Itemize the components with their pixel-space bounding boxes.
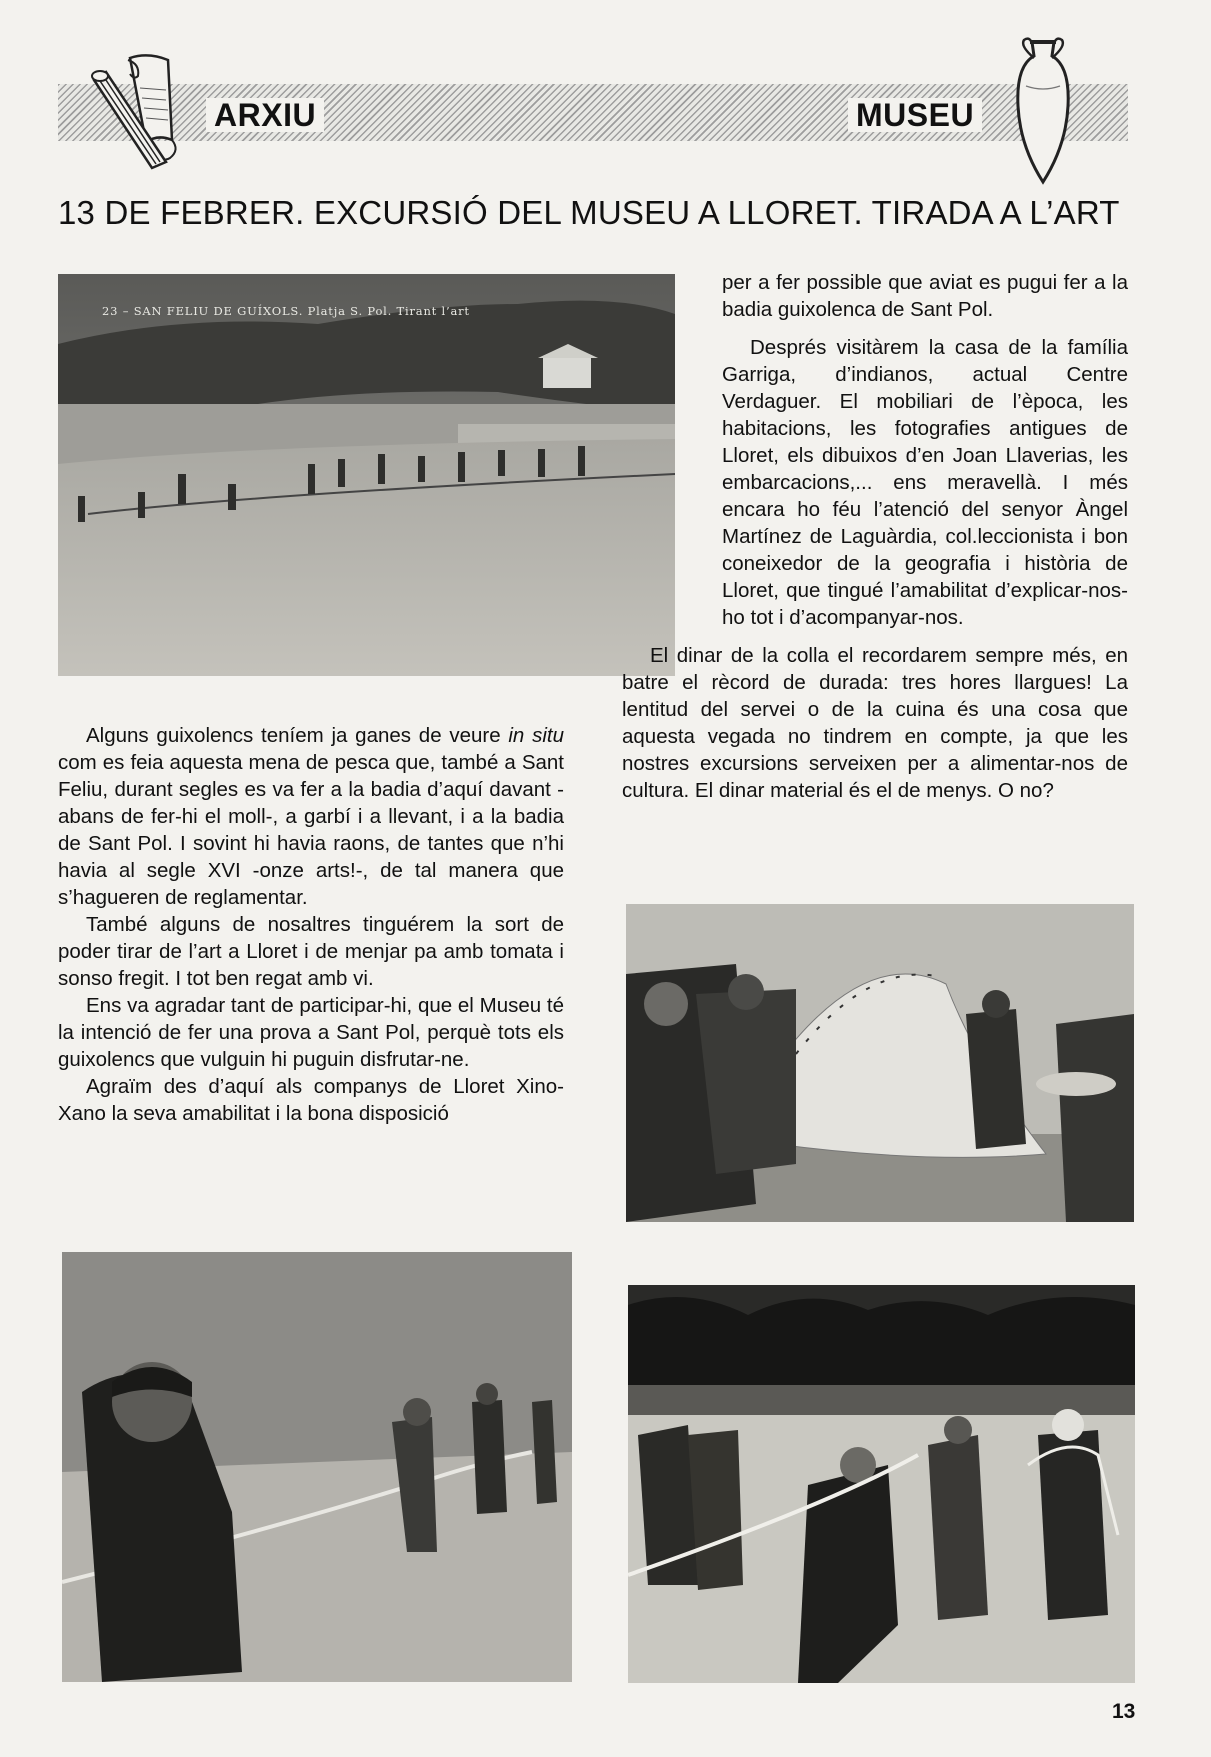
paragraph [58, 722, 564, 911]
historical-beach-photo [58, 274, 675, 676]
paragraph: Ens va agradar tant de participar-hi, que el Museu té la intenció de fer una prova a Sant Pol, perquè tots els guixolencs que vulguin hi puguin disfrutar-ne. [58, 994, 564, 1071]
crowd-palms-photo [628, 1285, 1135, 1683]
paragraph: Agraïm des d’aquí als companys de Lloret Xino-Xano la seva amabilitat i la bona disposició [58, 1075, 564, 1125]
paragraph-text: Alguns guixolencs teníem ja ganes de veure [86, 724, 509, 747]
paragraph: També alguns de nosaltres tinguérem la sort de poder tirar de l’art a Lloret i de menjar pa amb tomata i sonso fregit. I tot ben regat amb vi. [58, 913, 564, 990]
net-hauling-photo [626, 904, 1134, 1222]
photo-caption: 23 – SAN FELIU DE GUÍXOLS. Platja S. Pol. Tirant l’art [102, 304, 470, 318]
paragraph: per a fer possible que aviat es pugui fer a la badia guixolenca de Sant Pol. [722, 271, 1128, 321]
paragraph-text: com es feia aquesta mena de pesca que, també a Sant Feliu, durant segles es va fer a la badia d’aquí davant -abans de fer-hi el moll-, a garbí i a llevant, i a la badia de Sant Pol. I sovint hi havia raons, de tantes que n’hi havia al segle XVI -onze arts!-, de tal manera que s’hagueren de reglamentar. [58, 751, 564, 909]
italic-term: in situ [508, 724, 564, 747]
paragraph: El dinar de la colla el recordarem sempre més, en batre el rècord de durada: tres hores llargues! La lentitud del servei o de la cuina és una cosa que aquesta vegada no tindrem en compte, ja que les nostres excursions serveixen per a alimentar-nos de cultura. El dinar material és el de menys. O no? [622, 644, 1128, 802]
page-number: 13 [1112, 1700, 1136, 1723]
left-column [58, 722, 564, 1127]
scroll-icon [88, 50, 188, 174]
right-column [622, 269, 1128, 804]
page-title: 13 DE FEBRER. EXCURSIÓ DEL MUSEU A LLORET. TIRADA A L’ART [58, 194, 1120, 231]
section-label-museu: MUSEU [848, 98, 982, 132]
section-label-arxiu: ARXIU [206, 98, 324, 132]
amphora-icon [1012, 36, 1074, 186]
rope-pulling-photo [62, 1252, 572, 1682]
paragraph: Després visitàrem la casa de la família Garriga, d’indianos, actual Centre Verdaguer. El mobiliari de l’època, les habitacions, les fotografies antigues de Lloret, els dibuixos d’en Joan Llaverias, les embarcacions,... ens meravellà. I més encara ho féu l’atenció del senyor Àngel Martínez de Laguàrdia, col.leccionista i bon coneixedor de la geografia i història de Lloret, que tingué l’amabilitat d’explicar-nos-ho tot i d’acompanyar-nos. [722, 336, 1128, 629]
